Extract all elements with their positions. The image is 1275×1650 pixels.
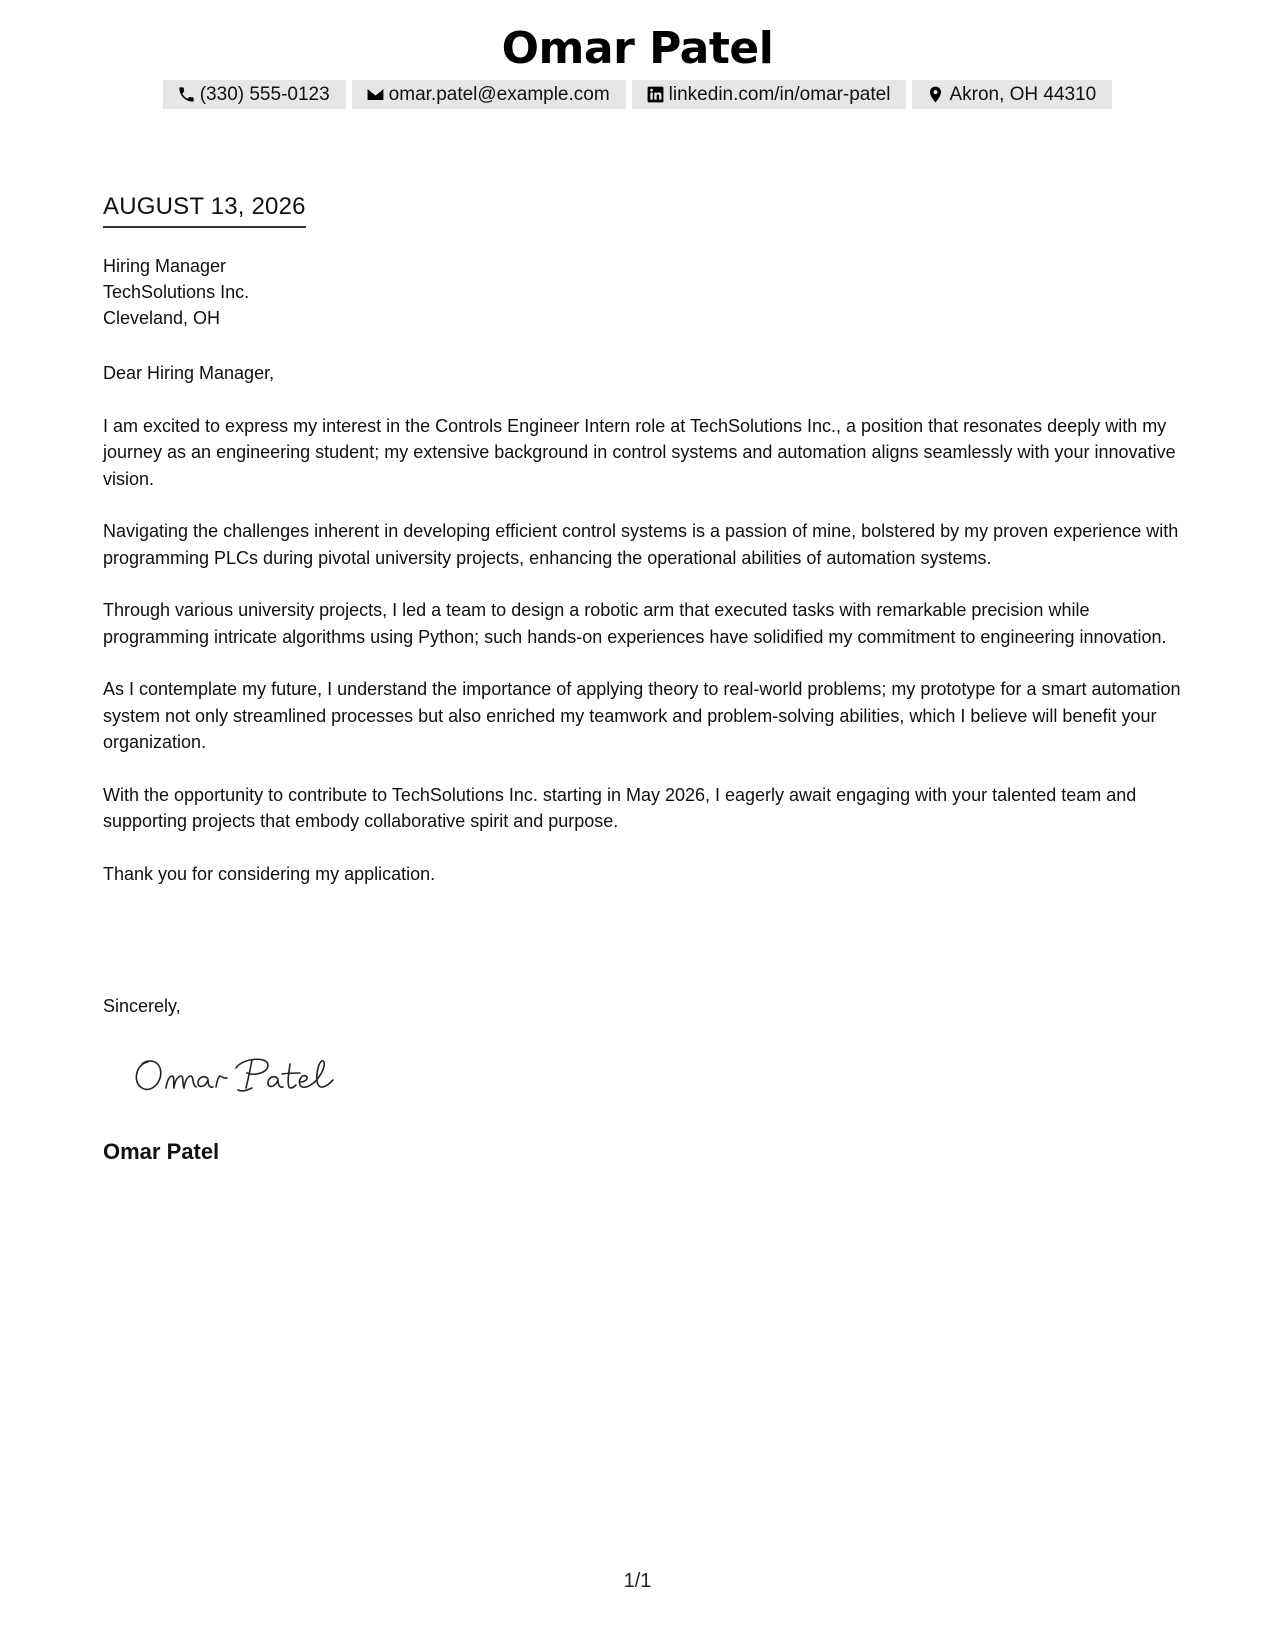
signer-name: Omar Patel	[103, 1139, 220, 1164]
letter-header	[0, 20, 1275, 109]
location-text: Akron, OH 44310	[949, 83, 1097, 105]
applicant-name: Omar Patel	[501, 23, 774, 74]
handwritten-signature	[130, 1052, 340, 1096]
body-paragraph: I am excited to express my interest in the Controls Engineer Intern role at TechSolutions Inc., a position that resonates deeply with my journey as an engineering student; my extensive background in control systems and automation aligns seamlessly with your innovative vision.	[103, 415, 1176, 489]
phone-text: (330) 555-0123	[199, 83, 330, 105]
thank-you-paragraph: Thank you for considering my application.	[103, 863, 436, 884]
phone-icon	[177, 85, 196, 104]
linkedin-icon	[646, 85, 665, 104]
recipient-company: TechSolutions Inc.	[103, 282, 250, 302]
body-paragraph: With the opportunity to contribute to TechSolutions Inc. starting in May 2026, I eagerly await engaging with your talented team and supporting projects that embody collaborative spirit and purpose.	[103, 784, 1137, 831]
page-indicator: 1/1	[623, 1570, 652, 1592]
envelope-icon	[366, 85, 385, 104]
closing: Sincerely,	[103, 996, 181, 1016]
recipient-location: Cleveland, OH	[103, 308, 221, 328]
recipient-block	[103, 253, 249, 331]
letter-body	[103, 360, 1183, 913]
contact-email	[352, 80, 626, 109]
email-text: omar.patel@example.com	[388, 83, 610, 105]
contact-row	[0, 80, 1275, 109]
recipient-title: Hiring Manager	[103, 256, 227, 276]
linkedin-text: linkedin.com/in/omar-patel	[668, 83, 891, 105]
body-paragraph: As I contemplate my future, I understand the importance of applying theory to real-world problems; my prototype for a smart automation system not only streamlined processes but also enriched my teamwork and problem-solving abilities, which I believe will benefit your organization.	[103, 679, 1181, 752]
body-paragraph: Through various university projects, I led a team to design a robotic arm that executed tasks with remarkable precision while programming intricate algorithms using Python; such hands-on experiences have solidified my commitment to engineering innovation.	[103, 600, 1167, 647]
contact-location	[912, 80, 1112, 109]
contact-linkedin	[632, 80, 907, 109]
salutation: Dear Hiring Manager,	[103, 363, 275, 383]
map-pin-icon	[926, 85, 945, 104]
body-paragraph: Navigating the challenges inherent in developing efficient control systems is a passion of mine, bolstered by my proven experience with programming PLCs during pivotal university projects, enhancing the operational abilities of automation systems.	[103, 521, 1179, 568]
letter-date: AUGUST 13, 2026	[103, 192, 306, 228]
contact-phone	[163, 80, 346, 109]
